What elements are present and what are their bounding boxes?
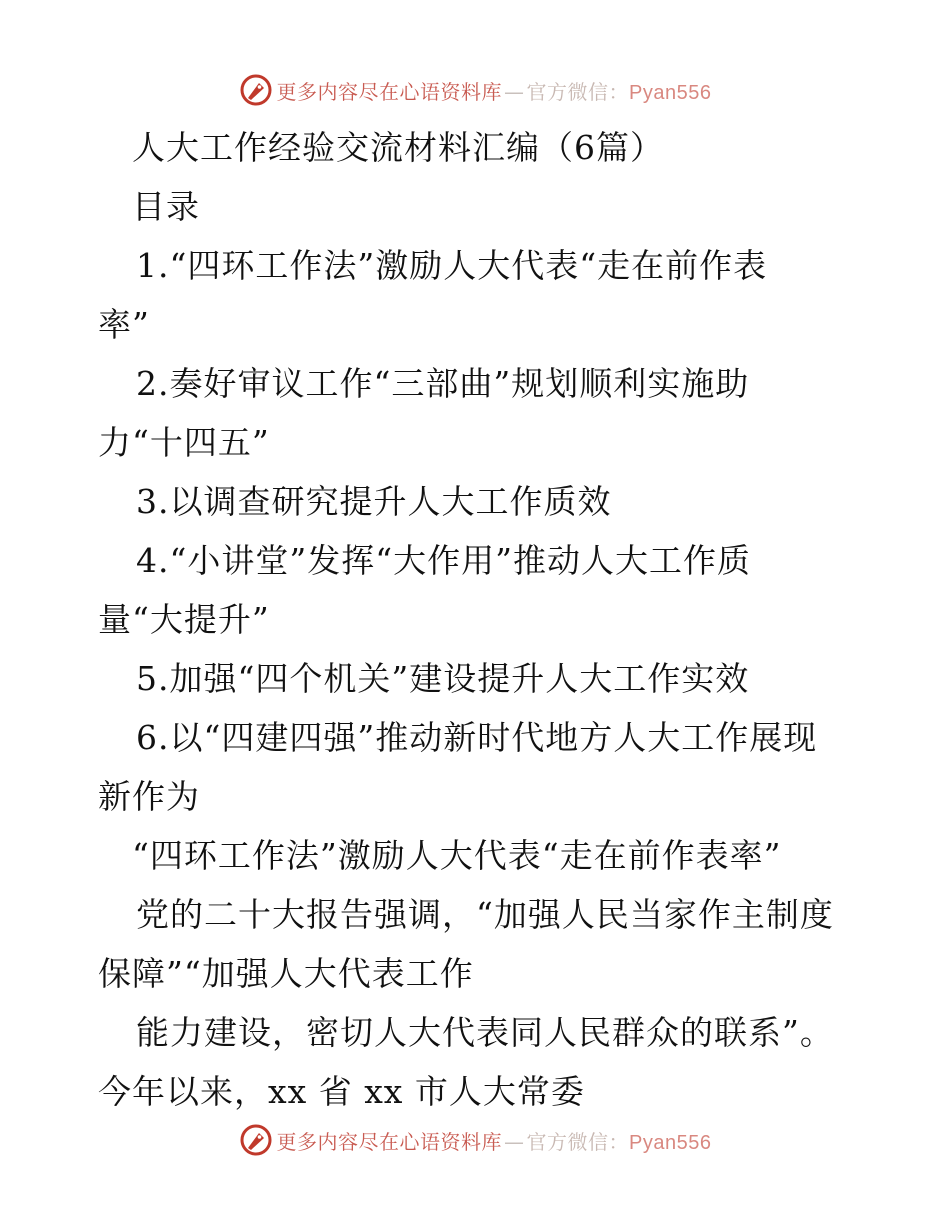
toc-item-2: 2.奏好审议工作“三部曲”规划顺利实施助 — [136, 364, 750, 403]
banner-text — [277, 76, 712, 105]
footer-watermark-banner — [0, 1120, 950, 1160]
toc-item-4-cont: 量“大提升” — [98, 600, 270, 639]
pen-nib-logo-icon — [239, 73, 273, 107]
toc-item-1-cont: 率” — [98, 305, 150, 344]
pen-nib-logo-icon — [239, 1123, 273, 1157]
paragraph-line: 党的二十大报告强调，“加强人民当家作主制度 — [136, 895, 834, 934]
banner-dash: — — [504, 1129, 525, 1154]
banner-brand-text: 更多内容尽在心语资料库 — [276, 1129, 503, 1154]
paragraph-line: 能力建设，密切人大代表同人民群众的联系”。 — [136, 1013, 834, 1052]
article-title: “四环工作法”激励人大代表“走在前作表率” — [132, 836, 782, 875]
header-watermark-banner — [0, 70, 950, 110]
document-title: 人大工作经验交流材料汇编（6篇） — [132, 128, 664, 167]
toc-heading: 目录 — [132, 187, 200, 226]
banner-dash: — — [504, 79, 525, 104]
document-body — [98, 118, 888, 1121]
toc-item-1: 1.“四环工作法”激励人大代表“走在前作表 — [136, 246, 768, 285]
banner-account: Pyan556 — [629, 1131, 712, 1154]
banner-official-label: 官方微信： — [526, 1129, 630, 1154]
toc-item-5: 5.加强“四个机关”建设提升人大工作实效 — [136, 659, 750, 698]
banner-text — [277, 1126, 712, 1155]
toc-item-3: 3.以调查研究提升人大工作质效 — [136, 482, 612, 521]
toc-item-6: 6.以“四建四强”推动新时代地方人大工作展现 — [136, 718, 818, 757]
paragraph-line: 保障”“加强人大代表工作 — [98, 954, 474, 993]
toc-item-2-cont: 力“十四五” — [98, 423, 270, 462]
banner-brand-text: 更多内容尽在心语资料库 — [276, 79, 503, 104]
toc-item-4: 4.“小讲堂”发挥“大作用”推动人大工作质 — [136, 541, 751, 580]
toc-item-6-cont: 新作为 — [98, 777, 200, 816]
banner-account: Pyan556 — [629, 81, 712, 104]
paragraph-line: 今年以来，xx 省 xx 市人大常委 — [98, 1072, 585, 1111]
banner-official-label: 官方微信： — [526, 79, 630, 104]
